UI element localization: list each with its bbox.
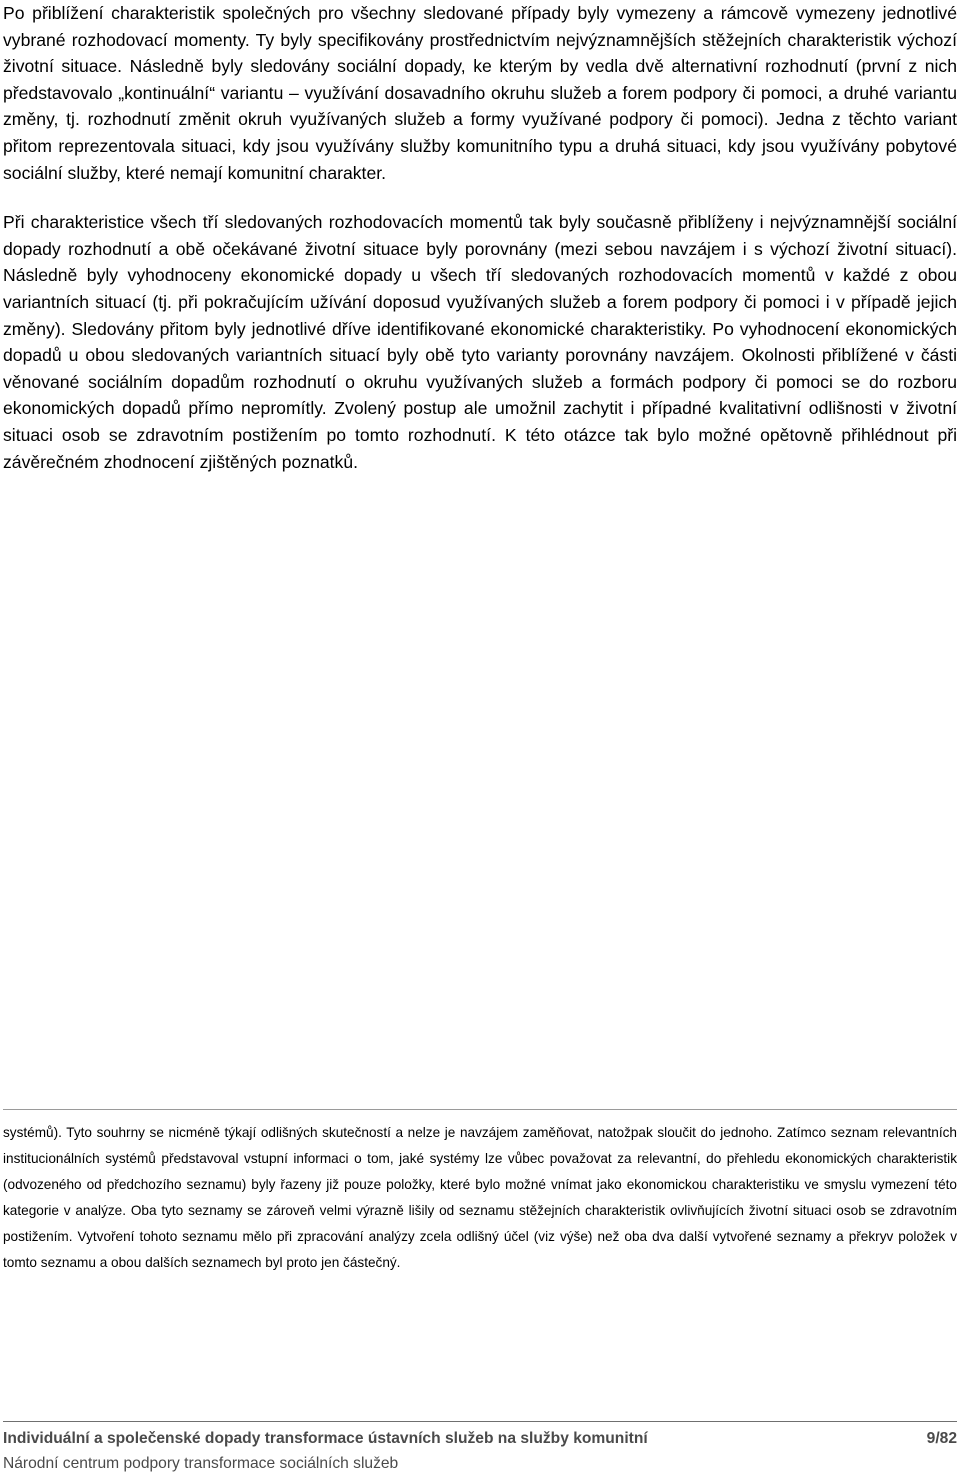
body-paragraph-1: Po přiblížení charakteristik společných pro všechny sledované případy byly vymezeny a rámcově vymezeny jednotlivé vybrané rozhodovací momenty. Ty byly specifikovány prostřednictvím nejvýznamnějších stěžejních charakteristik výchozí životní situace. Následně byly sledovány sociální dopady, ke kterým by vedla dvě alternativní rozhodnutí (první z nich představovalo „kontinuální“ variantu – využívání dosavadního okruhu služeb a forem podpory či pomoci, a druhé variantu změny, tj. rozhodnutí změnit okruh využívaných služeb a formy využívané podpory či pomoci). Jedna z těchto variant přitom reprezentovala situaci, kdy jsou využívány služby komunitního typu a druhá situaci, kdy jsou využívány pobytové sociální služby, které nemají komunitní charakter.	[3, 3, 957, 183]
footer-organization: Národní centrum podpory transformace sociálních služeb	[3, 1455, 399, 1472]
footnote-divider	[3, 1109, 957, 1110]
footer-divider	[3, 1421, 957, 1422]
footer-document-title: Individuální a společenské dopady transformace ústavních služeb na služby komunitní	[3, 1430, 648, 1447]
footnote-text: systémů). Tyto souhrny se nicméně týkají odlišných skutečností a nelze je navzájem zaměňovat, natožpak sloučit do jednoho. Zatímco seznam relevantních institucionálních systémů představoval vstupní informaci o tom, jaké systémy lze vůbec považovat za relevantní, do přehledu ekonomických charakteristik (odvozeného od předchozího seznamu) byly řazeny již pouze položky, které bylo možné vnímat jako ekonomickou charakteristiku ve smyslu vymezení této kategorie v analýze. Oba tyto seznamy se zároveň velmi výrazně lišily od seznamu stěžejních charakteristik ovlivňujících životní situaci osob se zdravotním postižením. Vytvoření tohoto seznamu mělo při zpracování analýzy zcela odlišný účel (viz výše) než oba dva další vytvořené seznamy a překryv položek v tomto seznamu a obou dalších seznamech byl proto jen částečný.	[3, 1125, 957, 1271]
footer-page-number: 9/82	[926, 1430, 957, 1447]
main-text	[3, 0, 957, 475]
body-paragraph-2: Při charakteristice všech tří sledovaných rozhodovacích momentů tak byly současně přiblíženy i nejvýznamnější sociální dopady rozhodnutí a obě očekávané životní situace byly porovnány (mezi sebou navzájem i s výchozí životní situací). Následně byly vyhodnoceny ekonomické dopady u všech tří sledovaných rozhodovacích momentů v každé z obou variantních situací (tj. při pokračujícím užívání doposud využívaných služeb a forem podpory či pomoci i v případě jejich změny). Sledovány přitom byly jednotlivé dříve identifikované ekonomické charakteristiky. Po vyhodnocení ekonomických dopadů u obou sledovaných variantních situací byly obě tyto varianty porovnány navzájem. Okolnosti přiblížené v části věnované sociálním dopadům rozhodnutí o okruhu využívaných služeb a formách podpory či pomoci se do rozboru ekonomických dopadů přímo nepromítly. Zvolený postup ale umožnil zachytit i případné kvalitativní odlišnosti v životní situaci osob se zdravotním postižením po tomto rozhodnutí. K této otázce tak bylo možné opětovně přihlédnout při závěrečném zhodnocení zjištěných poznatků.	[3, 212, 957, 472]
